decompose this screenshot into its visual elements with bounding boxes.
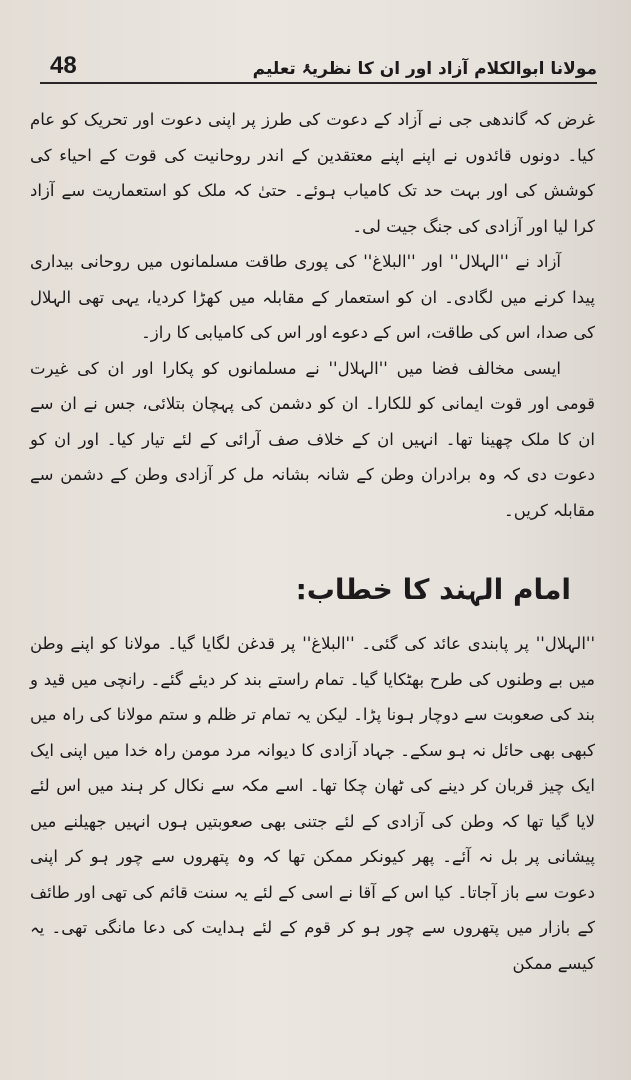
running-header <box>40 44 597 84</box>
page-number: 48 <box>50 52 77 79</box>
body-text <box>30 102 595 981</box>
paragraph-2: آزاد نے ''الہلال'' اور ''البلاغ'' کی پوری طاقت مسلمانوں میں روحانی بیداری پیدا کرنے میں لگادی۔ ان کو استعمار کے مقابلہ میں کھڑا کردیا، یہی تھی الہلال کی صدا، اس کی طاقت، اس کے دعوے اور اس کی کامیابی کا راز۔ <box>30 252 595 342</box>
book-title: مولانا ابوالکلام آزاد اور ان کا نظریۂ تعلیم <box>252 59 597 79</box>
section-paragraph-1: ''الہلال'' پر پابندی عائد کی گئی۔ ''البلاغ'' پر قدغن لگایا گیا۔ مولانا کو اپنے وطن میں بے وطنوں کی طرح بھٹکایا گیا۔ تمام راستے بند کر دیئے گئے۔ رانچی میں قید و بند کی صعوبت سے دوچار ہونا پڑا۔ لیکن یہ تمام تر ظلم و ستم مولانا کی راہ میں کبھی بھی حائل نہ ہو سکے۔ جہاد آزادی کا دیوانہ مرد مومن راہ خدا میں اپنی ایک ایک چیز قربان کر دینے کی ٹھان چکا تھا۔ اسے مکہ سے نکال کر ہند میں اس لئے لایا گیا تھا کہ وطن کی آزادی کے لئے جتنی بھی صعوبتیں ہوں انہیں جھیلنے میں پیشانی پر بل نہ آئے۔ پھر کیونکر ممکن تھا کہ وہ پتھروں سے چور ہو کر اپنی دعوت سے باز آجاتا۔ کیا اس کے آقا نے اسی کے لئے یہ سنت قائم کی تھی اور طائف کے بازار میں پتھروں سے چور ہو کر قوم کے لئے ہدایت کی دعا مانگی تھی۔ یہ کیسے ممکن <box>30 634 595 973</box>
paragraph-3: ایسی مخالف فضا میں ''الہلال'' نے مسلمانوں کو پکارا اور ان کی غیرت قومی اور قوت ایمانی کو للکارا۔ ان کو دشمن کی پہچان بتلائی، جس نے ان سے ان کا ملک چھینا تھا۔ انہیں ان کے خلاف صف آرائی کے لئے تیار کیا۔ اور ان کو دعوت دی کہ وہ برادران وطن کے شانہ بشانہ مل کر آزادی وطن کے دشمن سے مقابلہ کریں۔ <box>30 358 595 520</box>
paragraph-1: غرض کہ گاندھی جی نے آزاد کے دعوت کی طرز پر اپنی دعوت اور تحریک کو عام کیا۔ دونوں قائدوں نے اپنے اپنے معتقدین کے اندر روحانیت کی قوت کے احیاء کی کوشش کی اور بہت حد تک کامیاب ہوئے۔ حتیٰ کہ ملک کو استعماریت سے آزاد کرا لیا اور آزادی کی جنگ جیت لی۔ <box>30 110 595 236</box>
section-heading: امام الہند کا خطاب: <box>295 573 571 606</box>
